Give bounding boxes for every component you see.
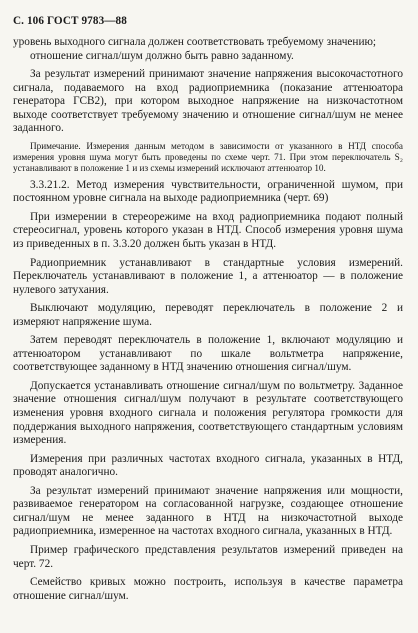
paragraph: уровень выходного сигнала должен соответствовать требуемому значению; bbox=[13, 36, 377, 48]
section-heading: 3.3.21.2. Метод измерения чувствительности, ограниченной шумом, при постоянном уровне сигнала на выходе радиоприемника (черт. 69) bbox=[13, 178, 403, 205]
paragraph: За результат измерений принимают значение напряжения высокочастотного сигнала, подаваемого на вход радиоприемника (показание аттенюатора генератора ГСВ2), при котором выходное напряжение на низкочастотном выходе соответствует требуемому значению и отношение сигнал/шум не менее заданного. bbox=[13, 68, 403, 135]
paragraph: Радиоприемник устанавливают в стандартные условия измерений. Переключатель устанавливают в положение 1, а аттенюатор — в положение нулевого затухания. bbox=[13, 256, 403, 296]
paragraph: Затем переводят переключатель в положение 1, включают модуляцию и аттенюатором устанавливают по шкале вольтметра напряжение, соответствующее заданному в НТД значению отношения сигнал/шум. bbox=[13, 334, 403, 374]
note: Примечание. Измерения данным методом в зависимости от указанного в НТД способа измерения уровня шума могут быть проведены по схеме черт. 71. При этом переключатель S₂ устанавливают в положение 1 и из схемы измерений исключают аттенюатор 10. bbox=[13, 140, 403, 173]
paragraph: При измерении в стереорежиме на вход радиоприемника подают полный стереосигнал, уровень которого указан в НТД. Способ измерения уровня шума из приведенных в п. 3.3.20 должен быть указан в НТД. bbox=[13, 210, 403, 251]
document-body bbox=[13, 36, 403, 603]
paragraph: За результат измерений принимают значение напряжения или мощности, развиваемое генератором на согласованной нагрузке, создающее отношение сигнал/шум не менее заданного в НТД на низкочастотной выходе радиоприемника, измеренное на частотах входного сигнала, указанных в НТД. bbox=[13, 484, 403, 538]
paragraph: отношение сигнал/шум должно быть равно заданному. bbox=[30, 49, 294, 62]
paragraph: Измерения при различных частотах входного сигнала, указанных в НТД, проводят аналогично. bbox=[13, 452, 403, 479]
paragraph: Допускается устанавливать отношение сигнал/шум по вольтметру. Заданное значение отношения сигнал/шум получают в результате соответствующего изменения уровня входного сигнала и положения регулятора громкости для поддержания выходного напряжения, соответствующего стандартным условиям измерения. bbox=[13, 379, 403, 447]
paragraph: Семейство кривых можно построить, используя в качестве параметра отношение сигнал/шум. bbox=[13, 576, 403, 602]
page-number: С. 106 bbox=[13, 15, 45, 27]
standard-code: ГОСТ 9783—88 bbox=[46, 15, 127, 27]
paragraph: Пример графического представления результатов измерений приведен на черт. 72. bbox=[13, 543, 403, 570]
paragraph: Выключают модуляцию, переводят переключатель в положение 2 и измеряют напряжение шума. bbox=[13, 302, 403, 328]
page-header bbox=[13, 15, 127, 27]
